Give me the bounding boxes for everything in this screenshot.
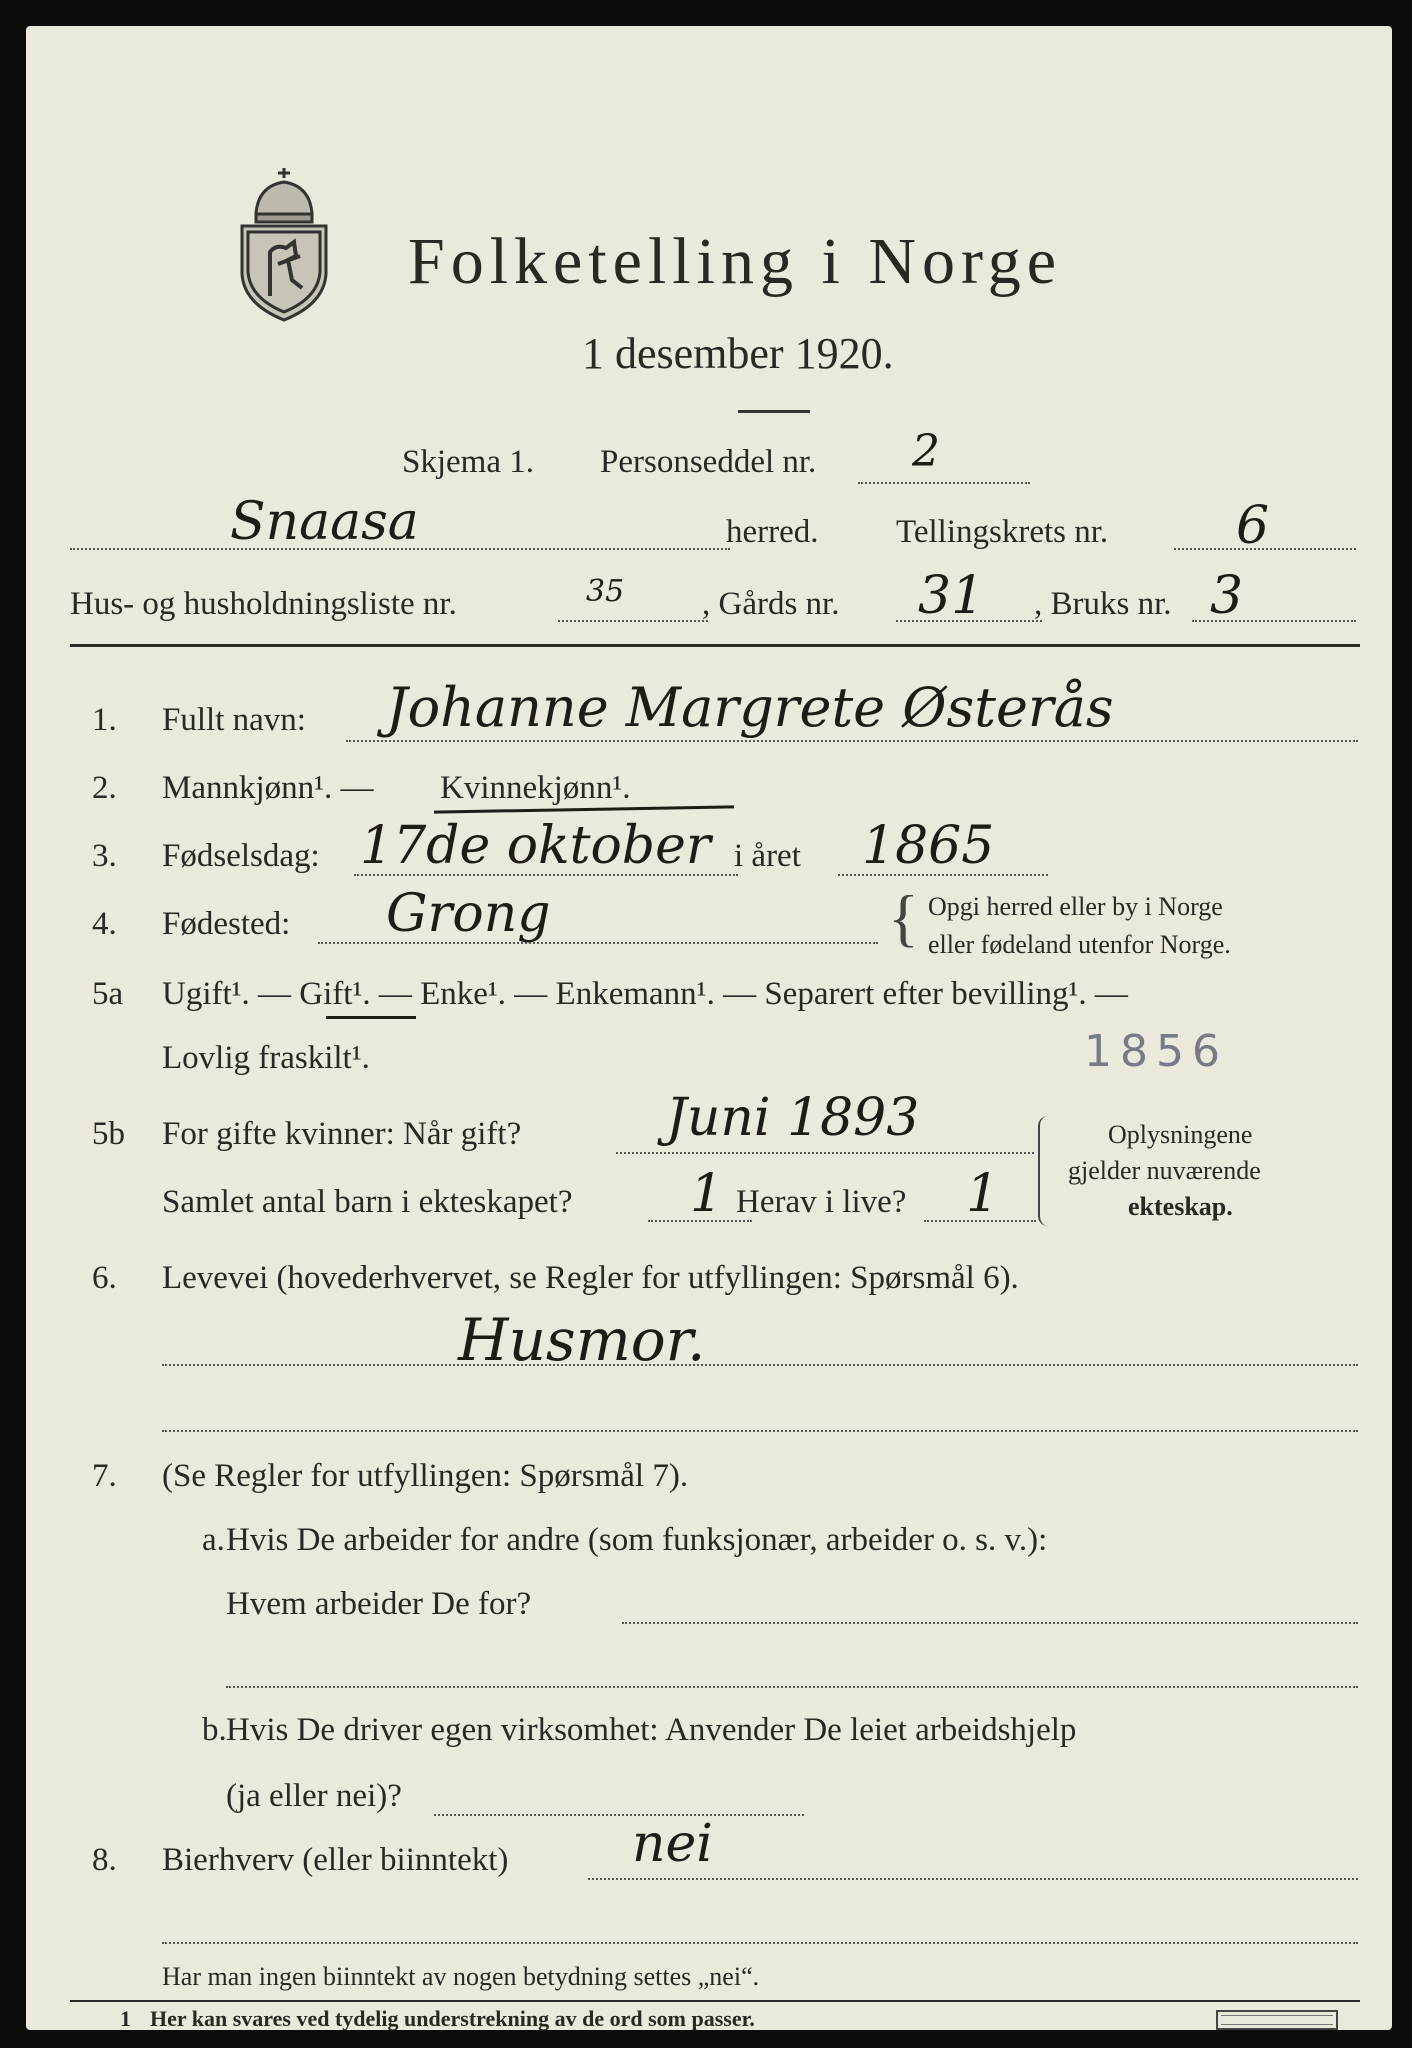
q7b-letter: b. — [202, 1712, 227, 1748]
footnote-text: Her kan svares ved tydelig understrekning av de ord som passer. — [150, 2006, 755, 2031]
personseddel-line — [858, 482, 1030, 484]
q7b-text2: (ja eller nei)? — [226, 1778, 402, 1814]
q5b-line — [616, 1152, 1034, 1154]
q4-label: Fødested: — [162, 906, 291, 942]
footer-divider — [70, 2000, 1360, 2002]
q5a-options: Ugift¹. — Gift¹. — Enke¹. — Enkemann¹. — Separert efter bevilling¹. — — [162, 976, 1128, 1012]
q3-label: Fødselsdag: — [162, 838, 320, 874]
census-form — [26, 26, 1392, 2030]
q4-value: Grong — [386, 884, 551, 944]
bruks-value: 3 — [1210, 566, 1244, 626]
q5a-margin-note: 1856 — [1084, 1026, 1228, 1077]
q7a-line1 — [622, 1622, 1358, 1624]
gards-value: 31 — [918, 566, 985, 626]
printer-mark — [1216, 2010, 1338, 2030]
q8-number: 8. — [92, 1842, 117, 1878]
gards-label: , Gårds nr. — [702, 586, 840, 622]
q4-note-line2: eller fødeland utenfor Norge. — [928, 930, 1231, 959]
header-divider — [70, 644, 1360, 647]
q5b-note-line3: ekteskap. — [1128, 1192, 1233, 1221]
footer-note: Har man ingen biinntekt av nogen betydning settes „nei“. — [162, 1962, 760, 1991]
title-divider — [738, 410, 810, 413]
q3-year-value: 1865 — [862, 816, 995, 876]
q5a-options-line2: Lovlig fraskilt¹. — [162, 1040, 370, 1076]
q7b-line — [434, 1814, 804, 1816]
q1-line — [346, 740, 1358, 742]
q5b-note-line1: Oplysningene — [1108, 1120, 1253, 1149]
q1-label: Fullt navn: — [162, 702, 306, 738]
q5b-note-line2: gjelder nuværende — [1068, 1156, 1261, 1185]
q4-note-line1: Opgi herred eller by i Norge — [928, 892, 1223, 921]
q5b-alive-label: Herav i live? — [736, 1184, 907, 1220]
q7b-text: Hvis De driver egen virksomhet: Anvender De leiet arbeidshjelp — [226, 1712, 1077, 1748]
q8-value: nei — [632, 1814, 713, 1874]
herred-value: Snaasa — [230, 492, 419, 552]
form-title: Folketelling i Norge — [408, 225, 1063, 298]
q1-number: 1. — [92, 702, 117, 738]
skjema-label: Skjema 1. — [402, 444, 534, 480]
q7a-line2 — [226, 1686, 1358, 1688]
herred-label: herred. — [726, 514, 819, 550]
q6-number: 6. — [92, 1260, 117, 1296]
q6-line1 — [162, 1364, 1358, 1366]
q5b-brace — [1038, 1116, 1048, 1226]
q3-year-label: i året — [734, 838, 801, 874]
personseddel-label: Personseddel nr. — [600, 444, 817, 480]
husliste-value: 35 — [586, 574, 625, 609]
q7-number: 7. — [92, 1458, 117, 1494]
q5b-children-label: Samlet antal barn i ekteskapet? — [162, 1184, 573, 1220]
husliste-line — [558, 620, 708, 622]
q6-value: Husmor. — [458, 1306, 706, 1374]
form-subtitle: 1 desember 1920. — [582, 329, 894, 378]
q7a-text2: Hvem arbeider De for? — [226, 1586, 532, 1622]
q5a-number: 5a — [92, 976, 124, 1012]
q3-value: 17de oktober — [360, 816, 711, 876]
q2-label: Mannkjønn¹. — — [162, 770, 374, 806]
norway-coat-of-arms-icon — [234, 164, 334, 324]
q8-line2 — [162, 1942, 1358, 1944]
personseddel-value: 2 — [912, 426, 940, 477]
q3-number: 3. — [92, 838, 117, 874]
q5a-gift-underline — [326, 1016, 416, 1019]
q8-label: Bierhverv (eller biinntekt) — [162, 1842, 509, 1878]
q7a-letter: a. — [202, 1522, 225, 1558]
q8-line1 — [588, 1878, 1358, 1880]
q7-label: (Se Regler for utfyllingen: Spørsmål 7). — [162, 1458, 689, 1494]
footnote-number: 1 — [120, 2006, 131, 2031]
q5b-alive-value: 1 — [966, 1164, 1000, 1224]
husliste-label: Hus- og husholdningsliste nr. — [70, 586, 457, 622]
q5b-value: Juni 1893 — [666, 1088, 920, 1148]
q5b-children-value: 1 — [690, 1164, 724, 1224]
q2-option-kvinnekjonn: Kvinnekjønn¹. — [440, 770, 631, 806]
q4-number: 4. — [92, 906, 117, 942]
q6-label: Levevei (hovederhvervet, se Regler for utfyllingen: Spørsmål 6). — [162, 1260, 1019, 1296]
q2-number: 2. — [92, 770, 117, 806]
q4-brace: { — [888, 882, 919, 953]
bruks-label: , Bruks nr. — [1034, 586, 1172, 622]
q7a-text: Hvis De arbeider for andre (som funksjonær, arbeider o. s. v.): — [226, 1522, 1048, 1558]
q1-value: Johanne Margrete Østerås — [386, 676, 1114, 739]
tellingskrets-value: 6 — [1236, 496, 1270, 556]
tellingskrets-label: Tellingskrets nr. — [896, 514, 1109, 550]
q5b-number: 5b — [92, 1116, 125, 1152]
q5b-label: For gifte kvinner: Når gift? — [162, 1116, 522, 1152]
q6-line2 — [162, 1430, 1358, 1432]
